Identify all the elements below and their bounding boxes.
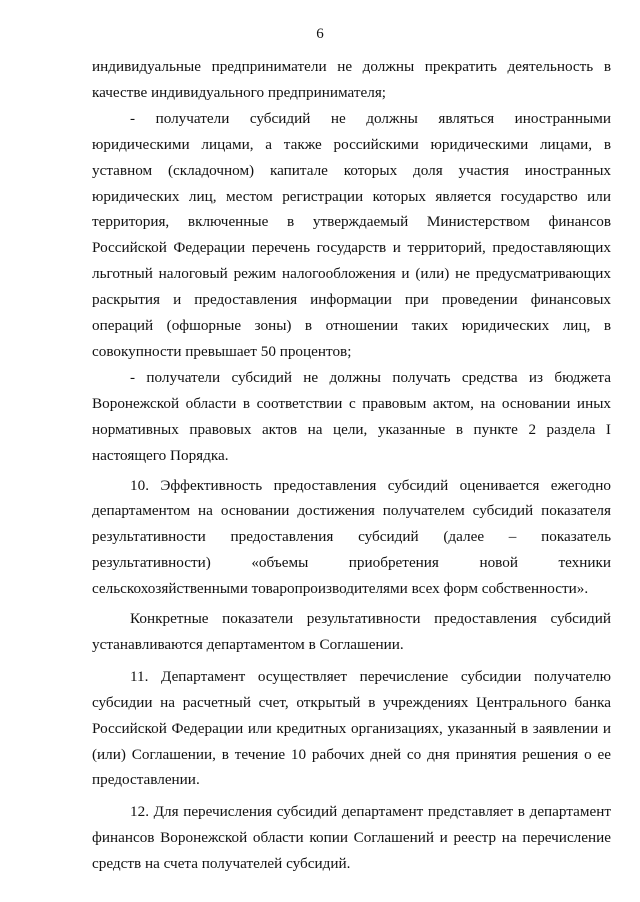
- paragraph-item-12: 12. Для перечисления субсидий департамент представляет в департамент финансов Воронежской области копии Соглашений и реестр на перечисление средств на счета получателей субсидий.: [92, 803, 611, 873]
- paragraph-budget-funds: - получатели субсидий не должны получать средства из бюджета Воронежской области в соответствии с правовым актом, на основании иных нормативных правовых актов на цели, указанные в пункте 2 раздела I настоящего Порядка.: [92, 368, 611, 464]
- paragraph-foreign-entities: - получатели субсидий не должны являться иностранными юридическими лицами, а также российскими юридическими лицами, в уставном (складочном) капитале которых доля участия иностранных юридических лиц, местом регистрации которых является государство или территория, включенные в утверждаемый Министерством финансов Российской Федерации перечень государств и территорий, предоставляющих льготный налоговый режим налогообложения и (или) не предусматривающих раскрытия и предоставления информации при проведении финансовых операций (офшорные зоны) в отношении таких юридических лиц, в совокупности превышает 50 процентов;: [92, 109, 611, 360]
- paragraph-item-10: 10. Эффективность предоставления субсидий оценивается ежегодно департаментом на основании достижения получателем субсидий показателя результативности предоставления субсидий (далее – показатель результативности) «объемы приобретения новой техники сельскохозяйственными товаропроизводителями всех форм собственности».: [92, 476, 611, 598]
- paragraph-item-11: 11. Департамент осуществляет перечисление субсидии получателю субсидии на расчетный счет, открытый в учреждениях Центрального банка Российской Федерации или кредитных организациях, указанный в заявлении и (или) Соглашении, в течение 10 рабочих дней со дня принятия решения о ее предоставлении.: [92, 667, 611, 789]
- paragraph-indicators: Конкретные показатели результативности предоставления субсидий устанавливаются департаментом в Соглашении.: [92, 610, 611, 653]
- page-number: 6: [316, 26, 324, 42]
- document-body: [92, 54, 611, 877]
- paragraph-continuation: индивидуальные предприниматели не должны прекратить деятельность в качестве индивидуального предпринимателя;: [92, 58, 611, 101]
